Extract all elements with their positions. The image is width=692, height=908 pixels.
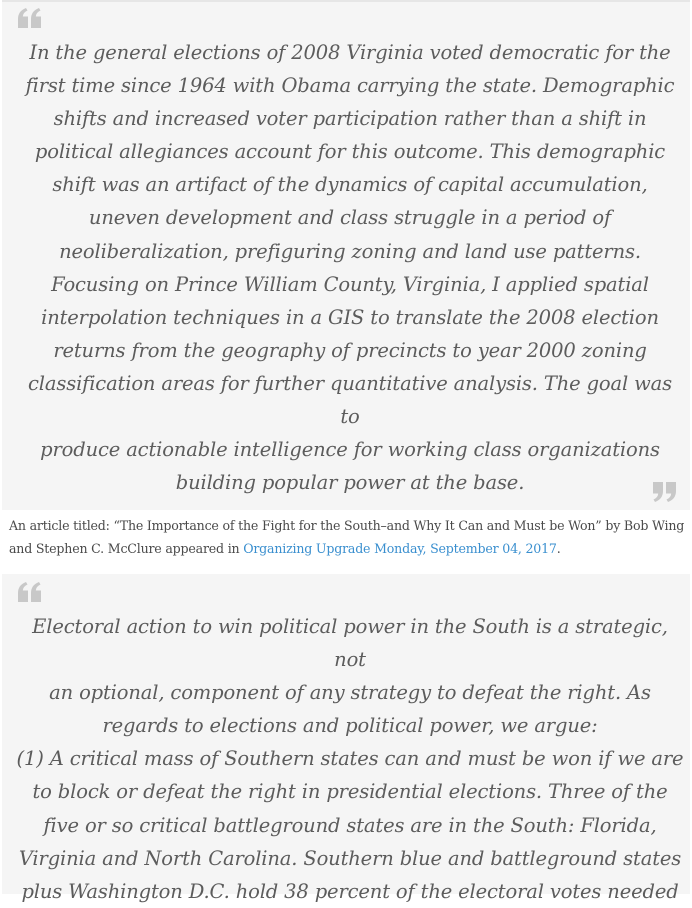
blockquote-article — [2, 574, 690, 903]
quote-text: Electoral action to win political power in the South is a strategic, not an optional, component of any strategy to defeat the right. As regards to elections and political power, we argue: (1) A critical mass of Southern states can and must be won if we are to block or defeat the right in presidential elections. Three of the five or so critical battleground states are in the South: Florida, Virginia and North Carolina. Southern blue and battleground states plus Washington D.C. hold 38 percent of the electoral votes needed — [16, 615, 684, 903]
open-quote-icon — [18, 582, 44, 604]
source-link[interactable]: Organizing Upgrade Monday, September 04, 2017 — [243, 540, 557, 556]
quote-text: In the general elections of 2008 Virginia voted democratic for the first time since 1964 with Obama carrying the state. Demographic shifts and increased voter participation rather than a shift in political allegiances account for this outcome. This demographic shift was an artifact of the dynamics of capital accumulation, uneven development and class struggle in a period of neoliberalization, prefiguring zoning and land use patterns. Focusing on Prince William County, Virginia, I applied spatial interpolation techniques in a GIS to translate the 2008 election returns from the geography of precincts to year 2000 zoning classification areas for further quantitative analysis. The goal was to produce actionable intelligence for working class organizations building popular power at the base. — [25, 41, 675, 495]
caption-end: . — [556, 540, 561, 556]
caption-text: An article titled: “The Importance of the Fight for the South–and Why It Can and Must be Won” by Bob Wing and Stephen C. McClure appeared in — [9, 518, 685, 556]
open-quote-icon — [18, 8, 44, 30]
blockquote-abstract — [2, 0, 690, 510]
article-caption — [9, 515, 689, 560]
close-quote-icon — [652, 482, 678, 504]
